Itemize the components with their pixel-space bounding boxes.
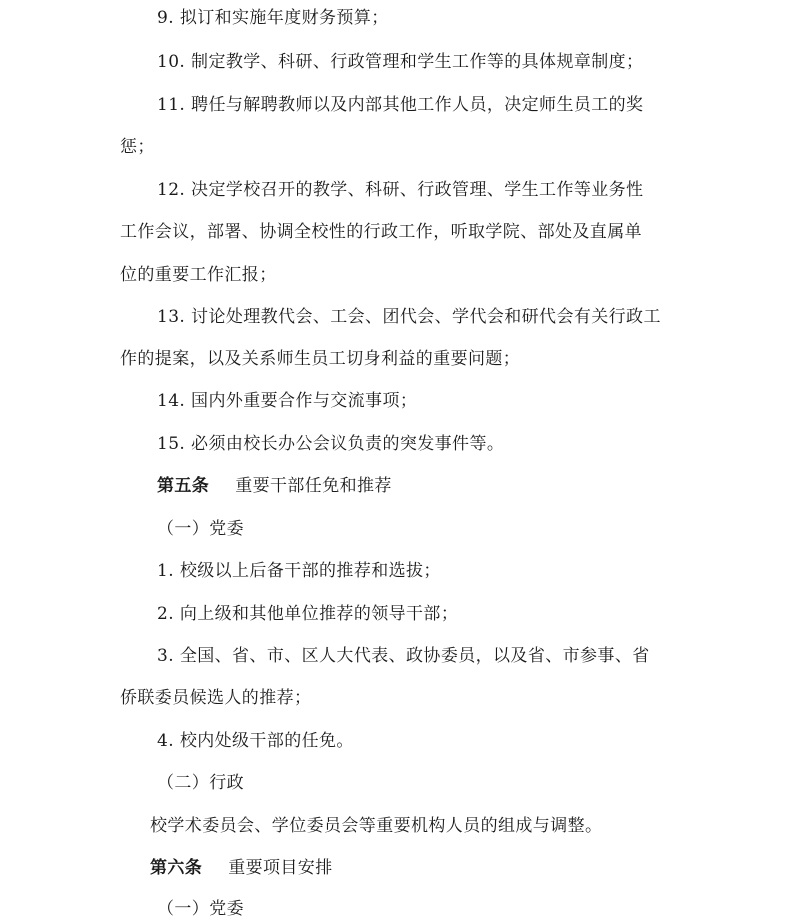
item-2: 2. 向上级和其他单位推荐的领导干部； (157, 604, 459, 624)
article-6-number: 第六条 (150, 858, 203, 878)
article-5-heading (157, 475, 392, 497)
item-12: 12. 决定学校召开的教学、科研、行政管理、学生工作等业务性 (157, 180, 644, 200)
item-4: 4. 校内处级干部的任免。 (157, 731, 354, 751)
item-12-line-2: 工作会议，部署、协调全校性的行政工作，听取学院、部处及直属单 (120, 222, 642, 242)
section-administration: （二）行政 (157, 773, 244, 793)
article-5-title: 重要干部任免和推荐 (235, 476, 392, 496)
section-party-committee: （一）党委 (157, 519, 244, 539)
item-13-line-2: 作的提案，以及关系师生员工切身利益的重要问题； (120, 349, 521, 369)
item-14: 14. 国内外重要合作与交流事项； (157, 391, 418, 411)
item-1: 1. 校级以上后备干部的推荐和选拔； (157, 561, 441, 581)
item-11: 11. 聘任与解聘教师以及内部其他工作人员，决定师生员工的奖 (157, 95, 644, 115)
item-3-line-2: 侨联委员候选人的推荐； (120, 688, 312, 708)
item-13: 13. 讨论处理教代会、工会、团代会、学代会和研代会有关行政工 (157, 307, 661, 327)
item-11-continued: 惩； (120, 137, 155, 157)
item-12-line-3: 位的重要工作汇报； (120, 265, 277, 285)
article-6-title: 重要项目安排 (228, 858, 333, 878)
item-9: 9. 拟订和实施年度财务预算； (157, 8, 389, 28)
item-3: 3. 全国、省、市、区人大代表、政协委员，以及省、市参事、省 (157, 646, 650, 666)
administration-item: 校学术委员会、学位委员会等重要机构人员的组成与调整。 (150, 816, 603, 836)
item-15: 15. 必须由校长办公会议负责的突发事件等。 (157, 434, 505, 454)
article-6-heading (150, 857, 333, 879)
item-10: 10. 制定教学、科研、行政管理和学生工作等的具体规章制度； (157, 52, 644, 72)
section-party-committee-2: （一）党委 (157, 899, 244, 919)
article-5-number: 第五条 (157, 476, 210, 496)
